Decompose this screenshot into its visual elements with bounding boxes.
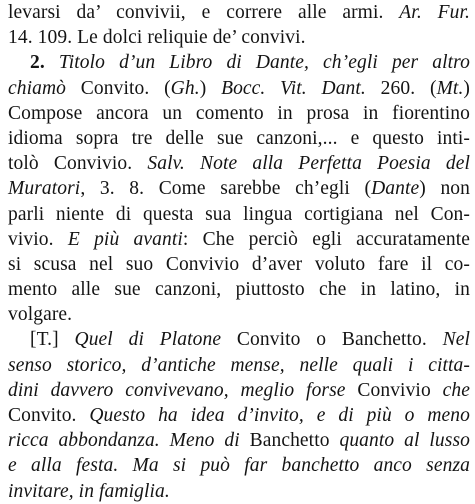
text-line: si scusa nel suo Convivio d’aver voluto fare il co-	[8, 253, 470, 275]
text-line: mento alle sue canzoni, piuttosto che in latino, in	[8, 279, 470, 301]
text-line: Convito. Questo ha idea d’invito, e di più o meno	[8, 405, 470, 426]
text-line: e alla festa. Ma si può far banchetto anco senza	[8, 455, 470, 477]
sense-2-heading: 2. Titolo d’un Libro di Dante, ch’egli per altro	[30, 52, 470, 74]
dictionary-entry	[8, 0, 470, 504]
text-line: dini davvero convivevano, meglio forse Convivio che	[8, 379, 471, 401]
text-line: Muratori, 3. 8. Come sarebbe ch’egli (Dante) non	[8, 178, 470, 200]
text-line: tolò Convivio. Salv. Note alla Perfetta Poesia del	[8, 153, 471, 175]
text-line: 14. 109. Le dolci reliquie de’ convivi.	[8, 27, 306, 49]
text-line: levarsi da’ convivii, e correre alle armi. Ar. Fur.	[8, 2, 470, 23]
note-heading: [T.] Quel di Platone Convito o Banchetto. Nel	[30, 329, 470, 351]
note-marker: [T.]	[30, 329, 75, 351]
text-line: vivio. E più avanti: Che perciò egli accuratamente	[8, 228, 470, 250]
text-line: volgare.	[8, 304, 73, 326]
text-line: chiamò Convito. (Gh.) Bocc. Vit. Dant. 260. (Mt.)	[8, 77, 471, 99]
text-line: ricca abbondanza. Meno di Banchetto quanto al lusso	[8, 430, 470, 452]
text-line: parli niente di questa sua lingua cortigiana nel Con-	[8, 203, 470, 225]
text-line: Compose ancora un comento in prosa in fiorentino	[8, 102, 470, 124]
text-line: idioma sopra tre delle sue canzoni,... e questo inti-	[8, 127, 470, 149]
text-line: senso storico, d’antiche mense, nelle quali i citta-	[8, 354, 470, 376]
sense-number: 2.	[30, 52, 59, 74]
text-line: invitare, in famiglia.	[8, 480, 170, 502]
